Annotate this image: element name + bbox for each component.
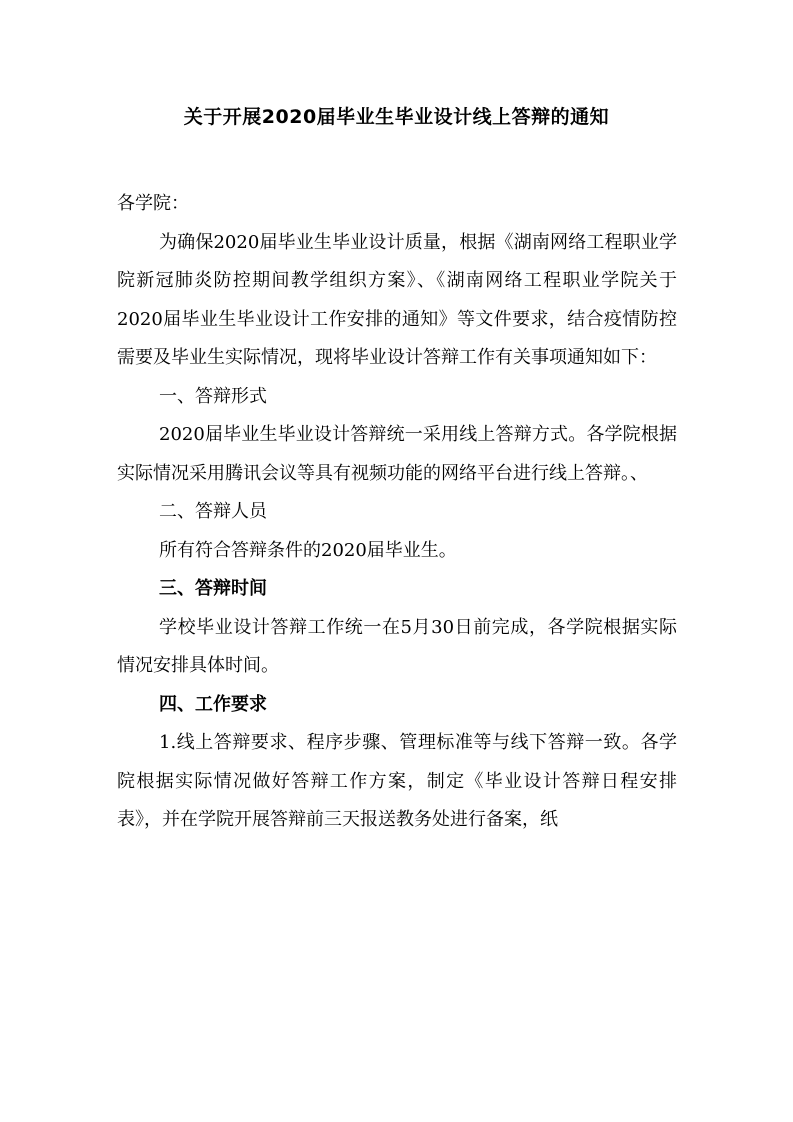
section-heading-time: 三、答辩时间 xyxy=(159,578,267,599)
document-title: 关于开展2020届毕业生毕业设计线上答辩的通知 xyxy=(183,106,610,128)
intro-paragraph: 为确保2020届毕业生毕业设计质量，根据《湖南网络工程职业学院新冠肺炎防控期间教学组织方案》、《湖南网络工程职业学院关于2020届毕业生毕业设计工作安排的通知》等文件要求，结合疫情防控需要及毕业生实际情况，现将毕业设计答辩工作有关事项通知如下： xyxy=(117,231,677,368)
section-text-requirements: 1.线上答辩要求、程序步骤、管理标准等与线下答辩一致。各学院根据实际情况做好答辩工作方案，制定《毕业设计答辩日程安排表》，并在学院开展答辩前三天报送教务处进行备案，纸 xyxy=(117,732,677,830)
section-text-form: 2020届毕业生毕业设计答辩统一采用线上答辩方式。各学院根据实际情况采用腾讯会议等具有视频功能的网络平台进行线上答辩。、 xyxy=(117,424,677,484)
salutation: 各学院： xyxy=(117,193,189,214)
document-body xyxy=(117,185,677,840)
section-heading-personnel: 二、答辩人员 xyxy=(159,501,267,522)
section-heading-requirements: 四、工作要求 xyxy=(159,693,267,715)
section-text-time: 学校毕业设计答辩工作统一在5月30日前完成，各学院根据实际情况安排具体时间。 xyxy=(117,616,677,676)
section-text-personnel: 所有符合答辩条件的2020届毕业生。 xyxy=(159,539,457,561)
section-heading-form: 一、答辩形式 xyxy=(159,385,267,407)
